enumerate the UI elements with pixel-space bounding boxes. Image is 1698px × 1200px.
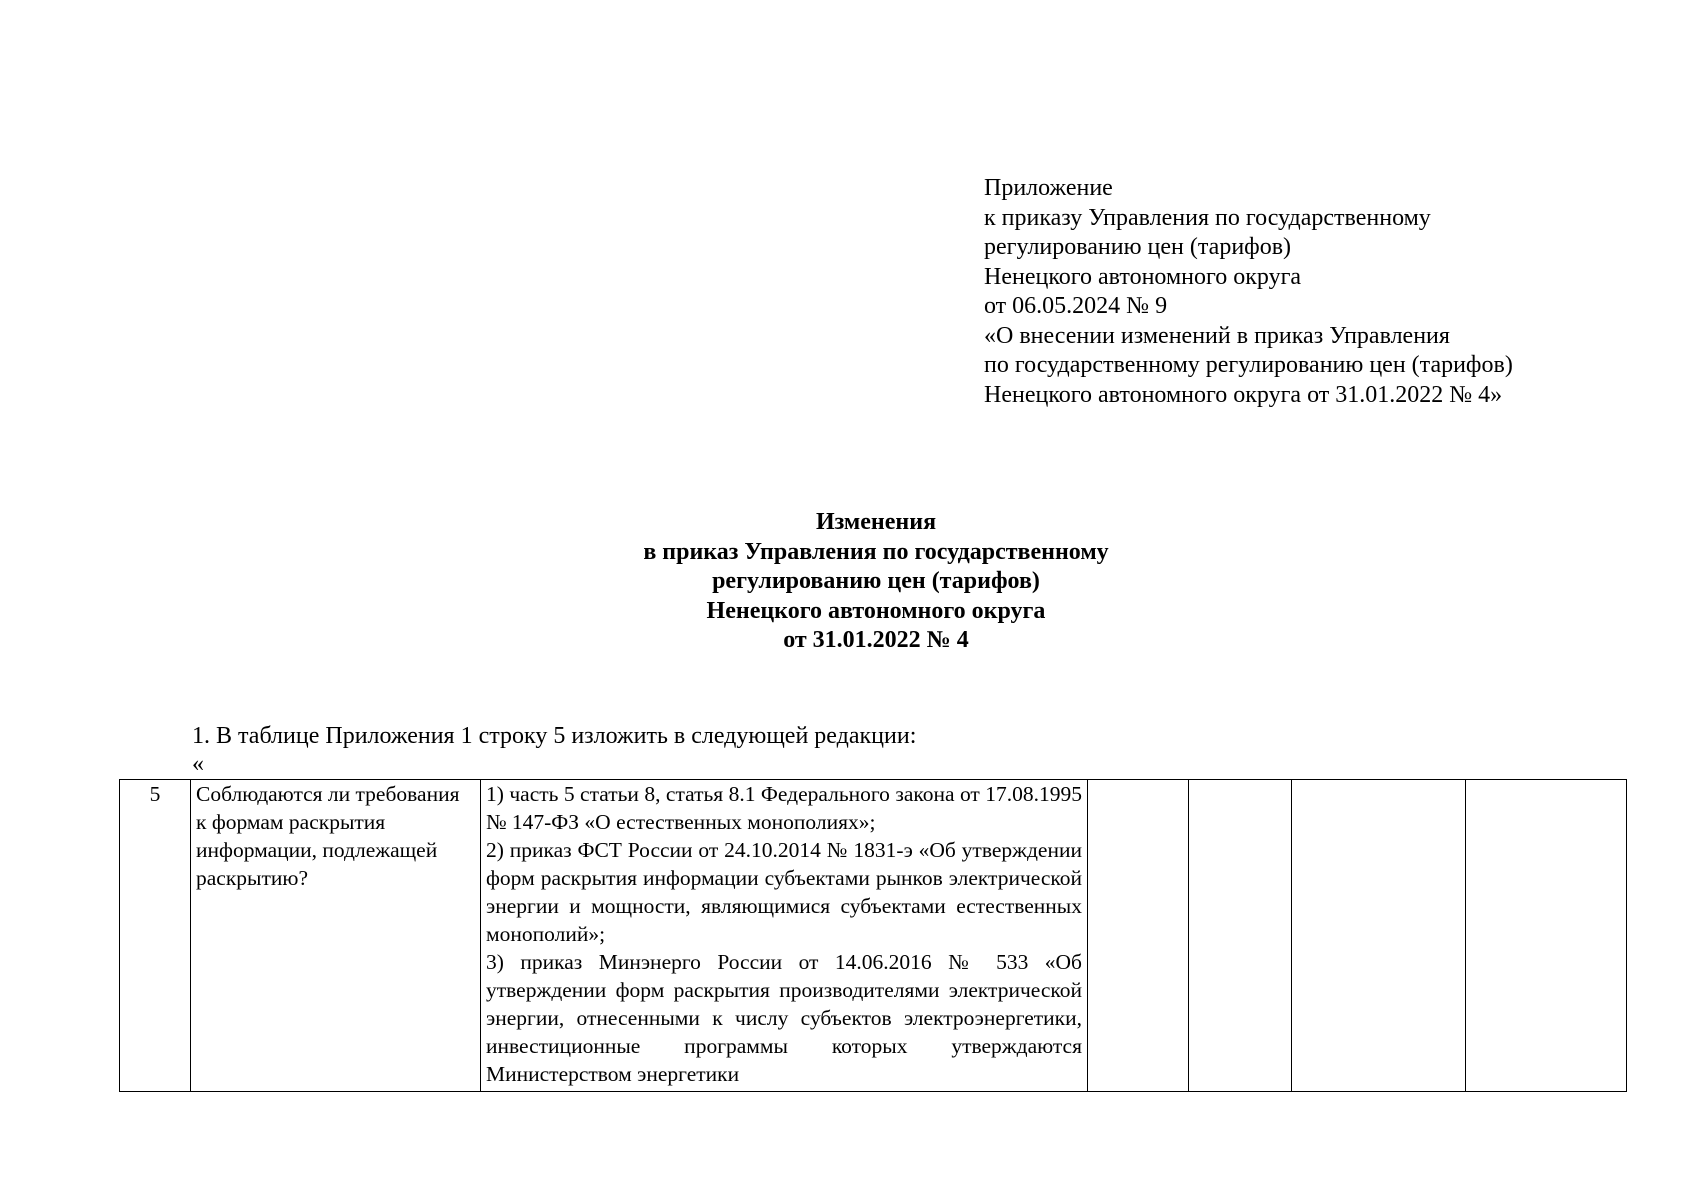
legal-basis-item: 2) приказ ФСТ России от 24.10.2014 № 1831-э «Об утверждении форм раскрытия информации субъектами рынков электрической энергии и мощности, являющимися субъектами естественных монополий»; (486, 838, 1082, 946)
empty-cell (1292, 780, 1466, 1092)
empty-cell (1088, 780, 1189, 1092)
instruction-paragraph: 1. В таблице Приложения 1 строку 5 изложить в следующей редакции: (192, 723, 917, 749)
appendix-line: «О внесении изменений в приказ Управления (984, 322, 1450, 349)
legal-basis-item: 1) часть 5 статьи 8, статья 8.1 Федерального закона от 17.08.1995 № 147-ФЗ «О естественных монополиях»; (486, 782, 1082, 834)
empty-cell (1466, 780, 1627, 1092)
legal-basis-cell (481, 780, 1088, 1092)
title-line: регулированию цен (тарифов) (712, 568, 1040, 594)
title-line: в приказ Управления по государственному (643, 538, 1109, 565)
document-title (0, 508, 1698, 656)
opening-quote: « (192, 751, 204, 777)
appendix-line: Ненецкого автономного округа (984, 263, 1302, 290)
legal-basis-item: 3) приказ Минэнерго России от 14.06.2016 № 533 «Об утверждении форм раскрытия производителями электрической энергии, отнесенными к числу субъектов электроэнергетики, инвестиционные программы которых утверждаются Министерством энергетики (486, 950, 1082, 1086)
appendix-header (984, 174, 1513, 410)
appendix-line: по государственному регулированию цен (тарифов) (984, 352, 1513, 378)
appendix-line: Приложение (984, 175, 1113, 201)
appendix-line: от 06.05.2024 № 9 (984, 293, 1168, 319)
appendix-line: к приказу Управления по государственному (984, 204, 1431, 231)
row-number-cell: 5 (120, 780, 191, 1092)
title-line: от 31.01.2022 № 4 (783, 627, 969, 653)
appendix-line: Ненецкого автономного округа от 31.01.2022 № 4» (984, 381, 1503, 408)
title-line: Ненецкого автономного округа (706, 597, 1046, 624)
table-row (120, 780, 1627, 1092)
appendix-line: регулированию цен (тарифов) (984, 234, 1292, 260)
question-cell: Соблюдаются ли требования к формам раскрытия информации, подлежащей раскрытию? (191, 780, 481, 1092)
empty-cell (1189, 780, 1292, 1092)
title-line: Изменения (815, 509, 937, 535)
changes-table (119, 779, 1627, 1092)
